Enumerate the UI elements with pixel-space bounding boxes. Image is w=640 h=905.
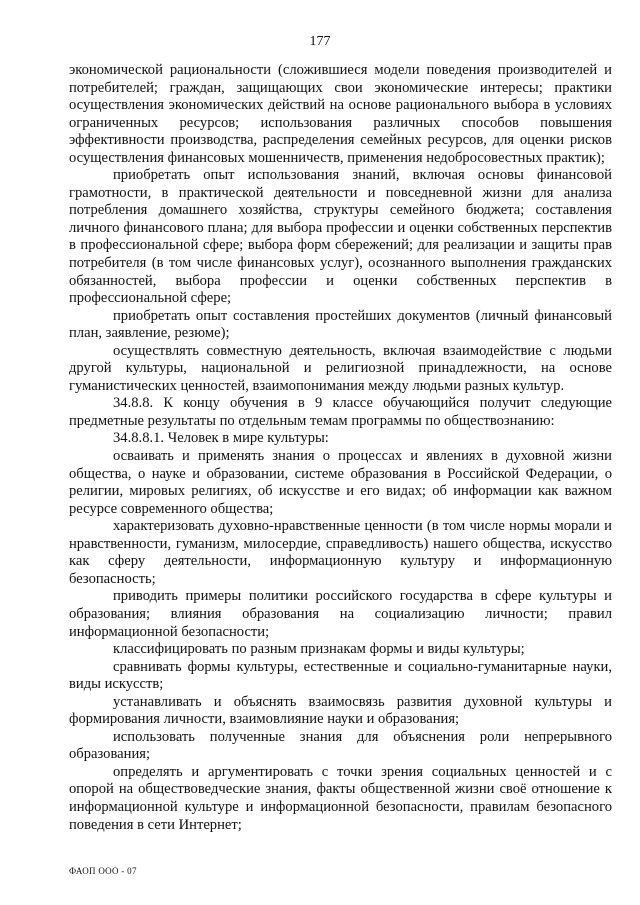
paragraph: экономической рациональности (сложившиеся модели поведения производителей и потребителей; граждан, защищающих свои экономические интересы; практики осуществления экономических действий на основе рационального выбора в условиях ограниченных ресурсов; использования различных способов повышения эффективности производства, распределения семейных ресурсов, для оценки рисков осуществления финансовых мошенничеств, применения недобросовестных практик); <box>69 62 612 166</box>
section-paragraph: 34.8.8. К концу обучения в 9 классе обучающийся получит следующие предметные результаты по отдельным темам программы по обществознанию: <box>69 395 612 429</box>
list-item: устанавливать и объяснять взаимосвязь развития духовной культуры и формирования личности, взаимовлияние науки и образования; <box>69 693 612 728</box>
list-item: определять и аргументировать с точки зрения социальных ценностей и с опорой на обществоведческие знания, факты общественной жизни своё отношение к информационной культуре и информационной безопасности, правилам безопасного поведения в сети Интернет; <box>69 763 612 833</box>
paragraph: приобретать опыт составления простейших документов (личный финансовый план, заявление, резюме); <box>69 307 612 342</box>
list-item: приводить примеры политики российского государства в сфере культуры и образования; влияния образования на социализацию личности; правил информационной безопасности; <box>69 588 612 640</box>
list-item: сравнивать формы культуры, естественные и социально-гуманитарные науки, виды искусств; <box>69 658 612 693</box>
document-body <box>69 62 612 834</box>
list-item: классифицировать по разным признакам формы и виды культуры; <box>113 641 525 658</box>
paragraph: приобретать опыт использования знаний, включая основы финансовой грамотности, в практической деятельности и повседневной жизни для анализа потребления домашнего хозяйства, структуры семейного бюджета; составления личного финансового плана; для выбора профессии и оценки собственных перспектив в профессиональной сфере; выбора форм сбережений; для реализации и защиты прав потребителя (в том числе финансовых услуг), осознанного выполнения гражданских обязанностей, выбора профессии и оценки собственных перспектив в профессиональной сфере; <box>69 167 612 307</box>
section-heading: 34.8.8.1. Человек в мире культуры: <box>113 430 329 447</box>
list-item: использовать полученные знания для объяснения роли непрерывного образования; <box>69 728 612 763</box>
document-footer-code: ФАОП ООО - 07 <box>69 866 137 876</box>
page-number: 177 <box>309 34 331 49</box>
paragraph: осуществлять совместную деятельность, включая взаимодействие с людьми другой культуры, национальной и религиозной принадлежности, на основе гуманистических ценностей, взаимопонимания между людьми разных культур. <box>69 342 612 394</box>
list-item: осваивать и применять знания о процессах и явлениях в духовной жизни общества, о науке и образовании, системе образования в Российской Федерации, о религии, мировых религиях, об искусстве и его видах; об информации как важном ресурсе современного общества; <box>69 448 612 517</box>
list-item: характеризовать духовно-нравственные ценности (в том числе нормы морали и нравственности, гуманизм, милосердие, справедливость) нашего общества, искусство как сферу деятельности, информационную культуру и информационную безопасность; <box>69 518 612 587</box>
